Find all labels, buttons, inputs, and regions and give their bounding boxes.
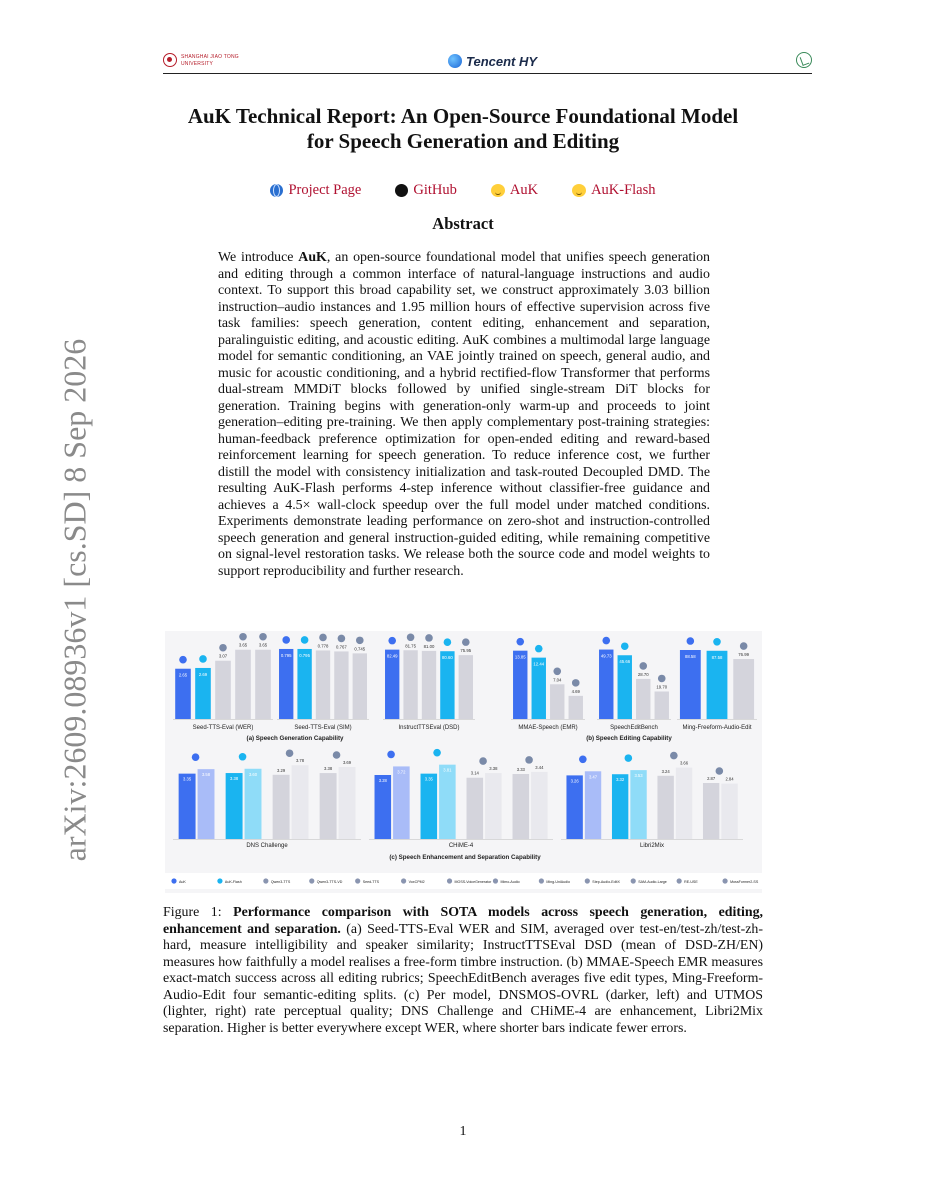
model-icon-0-3 (239, 633, 247, 641)
bar-3-2 (550, 684, 564, 719)
tencent-logo-icon (448, 54, 462, 68)
bar-label-2-2: 81.00 (423, 643, 435, 649)
model-icon-2-1 (407, 633, 415, 641)
model-icon-8-3 (716, 767, 724, 775)
bar-label-6-3-0: 3.38 (324, 766, 333, 772)
model-icon-3-1 (535, 645, 543, 653)
bar-label-8-1-1: 3.53 (634, 773, 643, 779)
abstract-model-name: AuK (298, 250, 327, 265)
bar-3-0 (513, 651, 527, 719)
model-icon-3-3 (572, 679, 580, 687)
bar-3-1 (532, 658, 546, 719)
github-link[interactable] (395, 182, 457, 199)
model-icon-2-2 (425, 634, 433, 642)
bar-1-4 (353, 653, 367, 719)
bar-6-0-1 (198, 769, 215, 839)
legend-label-8: Ming-UniAudio (546, 880, 570, 884)
bar-label-4-1: 45.66 (619, 659, 631, 665)
title-line-1: AuK Technical Report: An Open-Source Foundational Model (187, 104, 739, 128)
bar-4-2 (636, 679, 650, 719)
bar-1-1 (297, 649, 311, 719)
legend-label-9: Step-Audio-EditX (592, 880, 620, 884)
university-seal-icon (163, 53, 177, 67)
bar-label-7-3-1: 3.44 (535, 764, 544, 770)
bar-label-8-3-1: 2.84 (725, 776, 734, 782)
bar-4-3 (655, 691, 669, 719)
model-icon-2-3 (444, 638, 452, 646)
bar-label-7-3-0: 3.33 (516, 767, 525, 773)
bar-8-2-0 (657, 776, 673, 839)
bar-label-2-4: 75.95 (460, 648, 472, 654)
bar-6-1-0 (226, 773, 243, 839)
model-icon-7-0 (387, 751, 395, 759)
bar-0-3 (235, 650, 251, 719)
bar-8-1-1 (630, 770, 646, 839)
abstract-heading: Abstract (432, 214, 494, 233)
model-icon-0-0 (179, 656, 187, 664)
bar-6-1-1 (245, 769, 262, 839)
bar-1-2 (316, 650, 330, 719)
legend-icon-5 (401, 878, 406, 883)
bar-4-0 (599, 650, 613, 719)
tencent-logo (448, 51, 537, 71)
huggingface-icon (491, 184, 505, 197)
caption-bold: Performance comparison with SOTA models across speech generation, editing, enhancement and separation. (163, 905, 763, 937)
model-icon-4-3 (658, 675, 666, 683)
page-number: 1 (459, 1124, 467, 1139)
bar-label-1-4: 0.745 (354, 646, 366, 652)
model-icon-8-0 (579, 755, 587, 763)
panel-title-1: Seed-TTS-Eval (SIM) (294, 725, 352, 731)
arxiv-stamp: arXiv:2609.08936v1 [cs.SD] 8 Sep 2026 (56, 338, 93, 862)
bar-8-3-0 (703, 783, 719, 839)
bar-4-1 (618, 655, 632, 719)
legend-icon-0 (171, 878, 176, 883)
resource-links (163, 182, 763, 199)
bar-label-7-2-0: 3.14 (470, 770, 479, 776)
tencent-logo-text: Tencent HY (466, 53, 538, 69)
bar-label-6-0-1: 3.58 (201, 772, 211, 778)
legend-label-3: Qwen3-TTS-VD (316, 880, 343, 884)
panel-title-0: Seed-TTS-Eval (WER) (192, 725, 254, 731)
bar-label-0-4: 3.65 (258, 642, 268, 648)
legend-icon-12 (722, 878, 727, 883)
figure-1 (165, 631, 762, 893)
bar-label-8-3-0: 2.87 (707, 776, 716, 781)
header-rule (163, 73, 812, 74)
model-icon-6-2 (286, 749, 294, 757)
bar-8-2-1 (676, 768, 692, 839)
legend-label-10: SAM-Audio-Large (638, 880, 667, 884)
bar-label-3-2: 7.04 (553, 677, 562, 683)
bar-label-1-0: 0.795 (280, 652, 292, 658)
bar-label-1-3: 0.767 (336, 644, 347, 650)
bar-label-1-1: 0.795 (299, 652, 310, 658)
bar-6-2-0 (273, 775, 290, 839)
section-label-a: (a) Speech Generation Capability (246, 735, 344, 742)
legend-label-6: MOSS-VoiceGenerator (454, 880, 492, 884)
panel-title-4: SpeechEditBench (610, 725, 658, 731)
panel-title-6: DNS Challenge (246, 843, 288, 849)
legend-icon-1 (217, 878, 222, 883)
legend-label-2: Qwen3-TTS (270, 880, 291, 884)
bar-label-3-1: 12.44 (533, 661, 545, 667)
github-label: GitHub (413, 182, 457, 198)
section-label-b: (b) Speech Editing Capability (586, 735, 672, 742)
bar-0-2 (215, 661, 231, 719)
bar-6-3-1 (339, 767, 356, 839)
project-page-link[interactable] (270, 182, 361, 199)
auk-link[interactable] (491, 182, 538, 199)
legend-label-7: Mimo-Audio (500, 880, 520, 884)
legend-label-12: MossFormer2-SS (730, 880, 759, 884)
model-icon-3-0 (516, 638, 524, 646)
project-page-label: Project Page (288, 182, 362, 198)
bar-2-1 (403, 650, 417, 719)
university-logo-line-1: SHANGHAI JIAO TONG (181, 54, 239, 60)
bar-2-0 (385, 650, 399, 719)
legend-label-0: AuK (179, 880, 186, 884)
model-icon-1-1 (301, 636, 309, 644)
model-icon-2-0 (388, 637, 396, 645)
panel-title-2: InstructTTSEval (DSD) (398, 725, 460, 731)
bar-label-7-1-1: 3.81 (443, 767, 452, 773)
university-logo (163, 52, 243, 70)
model-icon-7-3 (525, 756, 533, 764)
bar-label-6-1-1: 3.60 (248, 771, 258, 777)
paper-title (163, 104, 763, 154)
bar-label-4-2: 28.70 (637, 671, 649, 677)
legend-icon-4 (355, 878, 360, 883)
legend-icon-7 (493, 878, 498, 883)
bar-2-3 (440, 651, 454, 719)
abstract-text (218, 250, 710, 580)
panel-title-3: MMAE-Speech (EMR) (518, 725, 578, 731)
abstract-body: , an open-source foundational model that unifies speech generation and editing through a common interface of natural-language instructions and audio context. To support this broad capability set, we construct approximately 3.03 billion instruction–audio instances and 1.95 million hours of effective supervision across five task families: speech generation, content editing, enhancement and separation, paralinguistic editing, and acoustic editing. AuK combines a multimodal large language model for semantic conditioning, an VAE jointly trained on speech, general audio, and music for acoustic conditioning, and a hybrid rectified-flow Transformer that performs dual-stream MMDiT blocks followed by unified single-stream DiT blocks for generation. Training begins with generation-only warm-up and proceeds to joint generation–editing pre-training. We then apply complementary post-training strategies: human-feedback preference optimization for open-ended editing and reward-based reinforcement learning for speech generation. To reduce inference cost, we further distill the model with consistency initialization and task-routed Decoupled DMD. The resulting AuK-Flash performs 4-step inference without classifier-free guidance and achieves a 4.5× wall-clock speedup over the full model under matched conditions. Experiments demonstrate leading performance on zero-shot and instruction-controlled speech generation and general instruction-guided editing, while remaining competitive on signal-level restoration tasks. We release both the source code and model weights to support reproducibility and further research. (218, 250, 710, 579)
bar-7-2-0 (467, 778, 484, 839)
bar-7-0-0 (375, 775, 392, 839)
model-icon-3-2 (553, 667, 561, 675)
model-icon-0-2 (219, 644, 227, 652)
legend-icon-9 (585, 878, 590, 883)
model-icon-7-1 (433, 749, 441, 757)
legend-label-5: VoxCPM2 (408, 880, 425, 884)
title-line-2: for Speech Generation and Editing (306, 129, 620, 153)
bar-7-2-1 (485, 773, 502, 839)
bar-label-6-3-1: 3.69 (342, 760, 352, 765)
model-icon-6-3 (333, 751, 341, 759)
lab-logo-icon (796, 52, 812, 68)
bar-1-3 (334, 651, 348, 719)
panel-title-8: Libri2Mix (639, 843, 665, 849)
bar-7-1-1 (439, 765, 456, 839)
figure-caption (163, 905, 763, 1037)
model-icon-4-1 (621, 642, 629, 650)
section-label-c: (c) Speech Enhancement and Separation Capability (389, 854, 541, 861)
bar-label-8-2-1: 3.66 (679, 760, 689, 766)
model-icon-4-0 (602, 637, 610, 645)
bar-0-4 (255, 650, 271, 719)
bar-label-6-0-0: 3.35 (183, 776, 192, 782)
bar-label-8-0-1: 3.47 (588, 774, 598, 780)
bar-label-6-2-1: 3.78 (295, 758, 305, 764)
bar-label-5-0: 88.58 (684, 654, 696, 660)
model-icon-5-2 (740, 642, 748, 650)
legend-icon-2 (263, 878, 268, 883)
bar-5-2 (733, 659, 754, 719)
bar-label-6-2-0: 3.29 (277, 767, 286, 773)
bar-8-0-0 (566, 775, 582, 839)
bar-label-0-3: 3.65 (238, 642, 248, 648)
bar-label-6-1-0: 3.38 (230, 776, 239, 782)
legend-label-11: RE-USE (684, 880, 698, 884)
bar-label-2-3: 80.60 (442, 655, 453, 661)
bar-label-1-2: 0.778 (317, 643, 329, 649)
model-icon-6-1 (239, 753, 247, 761)
bar-label-5-1: 87.58 (711, 654, 723, 660)
bar-7-3-1 (531, 772, 548, 839)
model-icon-2-4 (462, 638, 470, 646)
model-icon-4-2 (639, 662, 647, 670)
model-icon-7-2 (479, 757, 487, 765)
bar-label-4-3: 19.70 (656, 684, 668, 690)
legend-label-1: AuK-Flash (224, 880, 242, 884)
bar-label-7-1-0: 3.35 (424, 776, 433, 782)
bar-1-0 (279, 649, 293, 719)
bar-label-0-1: 2.69 (198, 671, 208, 677)
bar-7-0-1 (393, 766, 410, 839)
legend-icon-6 (447, 878, 452, 883)
university-logo-line-2: UNIVERSITY (181, 61, 214, 67)
bar-label-0-0: 2.65 (178, 672, 188, 678)
model-icon-6-0 (192, 753, 200, 761)
bar-label-7-2-1: 3.38 (489, 766, 498, 772)
bar-label-3-0: 13.85 (514, 654, 526, 660)
caption-body: (a) Seed-TTS-Eval WER and SIM, averaged over test-en/test-zh/test-zh-hard, measure intelligibility and speaker similarity; InstructTTSEval DSD (mean of DSD-ZH/EN) measures how faithfully a model realises a free-form timbre instruction. (b) MMAE-Speech EMR measures exact-match success across all editing rubrics; SpeechEditBench averages five edit types, Ming-Freeform-Audio-Edit four semantic-editing splits. (c) Per model, DNSMOS-OVRL (darker, left) and UTMOS (lighter, right) rate perceptual quality; DNS Challenge and CHiME-4 are enhancement, Libri2Mix separation. Higher is better everywhere except WER, where shorter bars indicate fewer errors. (163, 921, 763, 1036)
model-icon-0-4 (259, 633, 267, 641)
bar-5-0 (680, 650, 701, 719)
bar-2-2 (422, 651, 436, 719)
model-icon-1-0 (282, 636, 290, 644)
bar-8-3-1 (721, 784, 737, 839)
github-icon (395, 184, 408, 197)
bar-6-3-0 (320, 773, 337, 839)
bar-8-0-1 (585, 771, 601, 839)
bar-6-0-0 (179, 774, 196, 839)
bar-label-7-0-0: 3.28 (378, 778, 387, 783)
bar-label-8-2-0: 3.24 (661, 768, 670, 774)
globe-icon (270, 184, 283, 197)
model-icon-8-1 (625, 754, 633, 762)
huggingface-icon (572, 184, 586, 197)
bar-7-3-0 (513, 774, 530, 839)
panel-title-5: Ming-Freeform-Audio-Edit (682, 725, 752, 731)
bar-label-0-2: 3.07 (218, 653, 228, 659)
model-icon-1-2 (319, 634, 327, 642)
bar-8-1-0 (612, 774, 628, 839)
bar-3-3 (569, 696, 583, 719)
model-icon-5-0 (687, 637, 695, 645)
bar-2-4 (459, 655, 473, 719)
model-icon-0-1 (199, 655, 207, 663)
bar-label-7-0-1: 3.72 (397, 769, 406, 775)
model-icon-1-4 (356, 637, 364, 645)
bar-label-8-0-0: 3.26 (570, 778, 579, 784)
results-chart (165, 631, 762, 893)
auk-flash-link[interactable] (572, 182, 655, 199)
bar-label-5-2: 76.99 (738, 652, 750, 658)
caption-prefix: Figure 1: (163, 905, 234, 920)
bar-label-3-3: 4.69 (571, 688, 580, 694)
bar-label-2-0: 82.49 (386, 653, 398, 659)
auk-flash-label: AuK-Flash (591, 182, 656, 198)
model-icon-8-2 (670, 752, 678, 760)
model-icon-5-1 (713, 638, 721, 646)
abstract-lead: We introduce (218, 250, 299, 265)
legend-icon-3 (309, 878, 314, 883)
bar-label-2-1: 81.75 (405, 643, 416, 649)
bar-label-8-1-0: 3.32 (616, 777, 625, 783)
bar-label-4-0: 49.73 (600, 653, 612, 659)
panel-title-7: CHiME-4 (448, 843, 474, 849)
bar-6-2-1 (292, 765, 309, 839)
legend-icon-10 (631, 878, 636, 883)
bar-5-1 (707, 651, 728, 719)
model-icon-1-3 (338, 635, 346, 643)
legend-icon-11 (677, 878, 682, 883)
auk-label: AuK (509, 182, 539, 198)
legend-label-4: Seed-TTS (362, 880, 380, 884)
bar-7-1-0 (421, 774, 438, 839)
legend-icon-8 (539, 878, 544, 883)
